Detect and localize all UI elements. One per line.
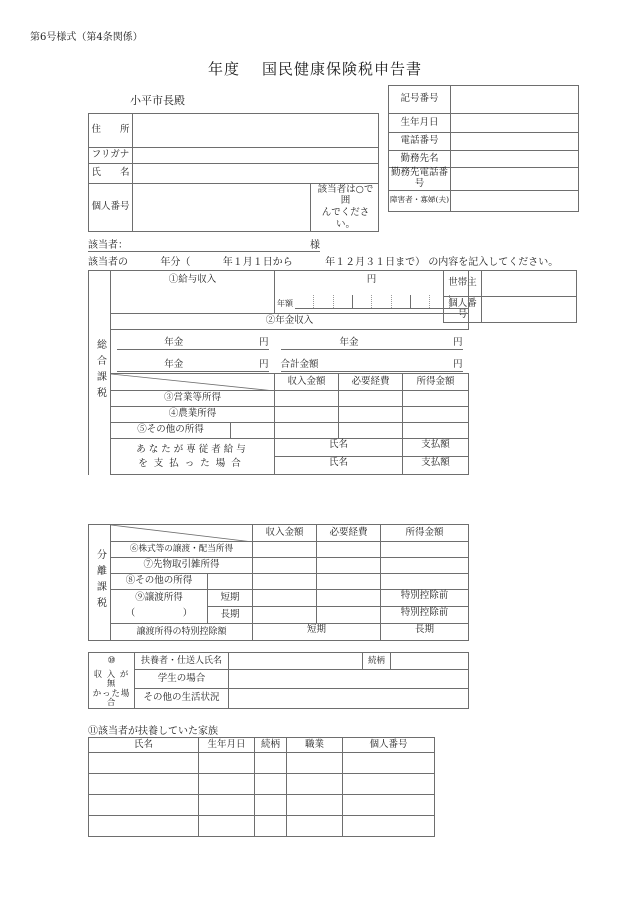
bunri-other-expense-amount[interactable] [317,574,381,590]
senjusha-amount-1[interactable]: 支払額 [403,439,469,457]
pension-total-yen: 円 [452,358,463,370]
business-profit-amount[interactable] [403,391,469,407]
employer-value[interactable] [451,151,579,168]
mynumber-value[interactable] [133,183,311,232]
special-deduction-long[interactable]: 長期 [381,624,469,641]
employer-phone-label: 勤務先電話番号 [389,168,451,191]
bunri-col-expense: 必要経費 [317,525,381,542]
pension-total-label: 合計金額 [280,358,319,370]
target-person-honorific: 様 [298,236,320,252]
registration-info-table [388,85,579,212]
family-cell-birthdate[interactable] [199,816,255,837]
bunri-other-income-kind[interactable] [208,574,253,590]
family-cell-birthdate[interactable] [199,753,255,774]
salary-income-value[interactable] [111,291,275,314]
family-cell-mynumber[interactable] [343,774,435,795]
period-suffix: の内容を記入してください。 [428,257,559,268]
stock-income-amount[interactable] [253,542,317,558]
supporter-name-label: 扶養者・仕送人氏名 [135,653,229,670]
family-col-occupation: 職業 [287,738,343,753]
phone-value[interactable] [451,133,579,151]
senjusha-line2: を支払った場合 [138,457,247,469]
family-cell-name[interactable] [89,795,199,816]
title-year: 年度 [207,60,240,78]
name-label: 氏 名 [89,163,133,183]
transfer-long-label: 長期 [208,607,253,624]
sogo-diagonal-cell [111,374,275,391]
target-person-line [88,236,320,252]
separate-tax-table [88,524,469,641]
family-cell-relation[interactable] [255,816,287,837]
furigana-value[interactable] [133,147,379,163]
family-col-birthdate: 生年月日 [199,738,255,753]
business-expense-amount[interactable] [339,391,403,407]
transfer-short-label: 短期 [208,590,253,607]
sogo-col-profit: 所得金額 [403,374,469,391]
family-col-name: 氏名 [89,738,199,753]
form-number: 第6号様式（第4条関係） [30,32,143,43]
senjusha-name-1[interactable]: 氏名 [275,439,403,457]
stock-profit-amount[interactable] [381,542,469,558]
header-spacer [89,85,379,113]
other-income-amount[interactable] [275,423,339,439]
sogo-col-expense: 必要経費 [339,374,403,391]
family-cell-occupation[interactable] [287,816,343,837]
bunri-other-income-label: ⑧その他の所得 [111,574,208,590]
family-table-title: ⑪該当者が扶養していた家族 [88,726,218,737]
no-income-note-2: かった場合 [89,689,135,709]
name-value[interactable] [133,163,379,183]
business-income-label: ③営業等所得 [111,391,275,407]
applicant-header-table [88,85,379,232]
supporter-name-value[interactable] [229,653,363,670]
agriculture-income-amount[interactable] [275,407,339,423]
transfer-short-income[interactable] [253,590,317,607]
transfer-long-profit[interactable]: 特別控除前 [381,607,469,624]
disability-widow-value[interactable] [451,190,579,211]
comprehensive-tax-table [88,270,469,475]
agriculture-expense-amount[interactable] [339,407,403,423]
bunri-vertical-label: 分離課税 [89,525,111,641]
family-cell-relation[interactable] [255,774,287,795]
pension-row1-left[interactable] [111,330,275,352]
family-cell-occupation[interactable] [287,753,343,774]
student-case-label: 学生の場合 [135,670,229,689]
period-prefix: 該当者の [88,257,128,268]
other-income-label: ⑤その他の所得 [111,423,231,439]
kigou-value[interactable] [451,86,579,114]
householder-mynumber-label: 個人番号 [444,297,482,323]
bunri-other-income-amount[interactable] [253,574,317,590]
period-instruction-line [88,253,558,268]
householder-mynumber-value[interactable] [482,297,577,323]
phone-label: 電話番号 [389,133,451,151]
transfer-long-expense[interactable] [317,607,381,624]
other-income-kind[interactable] [231,423,275,439]
bunri-col-income: 収入金額 [253,525,317,542]
family-cell-mynumber[interactable] [343,795,435,816]
supporter-relation-value[interactable] [391,653,469,670]
disability-widow-label: 障害者・寡婦(夫) [389,190,451,211]
family-col-relation: 続柄 [255,738,287,753]
transfer-short-expense[interactable] [317,590,381,607]
transfer-short-profit[interactable]: 特別控除前 [381,590,469,607]
futures-expense-amount[interactable] [317,558,381,574]
pension-row2-left[interactable] [111,352,275,374]
family-cell-name[interactable] [89,753,199,774]
diagonal-line-icon [111,374,275,391]
no-income-note-1: 収 入 が 無 [89,670,135,689]
employer-label: 勤務先名 [389,151,451,168]
special-deduction-short[interactable]: 短期 [253,624,381,641]
period-from: 年１月１日から [222,257,293,268]
dependent-family-table [88,737,435,837]
agriculture-income-label: ④農業所得 [111,407,275,423]
family-cell-mynumber[interactable] [343,816,435,837]
sogo-vertical-label: 総合課税 [89,271,111,475]
pension-income-label: ②年金収入 [111,314,469,330]
circle-instruction: 該当者は○で囲 んでください。 [311,183,379,232]
householder-value[interactable] [482,271,577,297]
family-cell-birthdate[interactable] [199,774,255,795]
family-cell-relation[interactable] [255,795,287,816]
pension-label-2: 年金 [339,337,359,349]
futures-income-label: ⑦先物取引雑所得 [111,558,253,574]
family-col-mynumber: 個人番号 [343,738,435,753]
family-cell-relation[interactable] [255,753,287,774]
transfer-long-income[interactable] [253,607,317,624]
item10-number: ⑩ [89,653,135,670]
pension-label-1: 年金 [164,337,184,349]
sogo-col-income: 収入金額 [275,374,339,391]
employer-phone-value[interactable] [451,168,579,191]
salary-income-yen: 円 [275,271,469,291]
family-cell-occupation[interactable] [287,774,343,795]
furigana-label: フリガナ [89,147,133,163]
family-cell-birthdate[interactable] [199,795,255,816]
no-income-table [88,652,469,709]
mynumber-label: 個人番号 [89,183,133,232]
futures-profit-amount[interactable] [381,558,469,574]
pension-label-3: 年金 [164,358,184,370]
stock-expense-amount[interactable] [317,542,381,558]
agriculture-profit-amount[interactable] [403,407,469,423]
period-to: 年１２月３１日まで） [325,257,426,268]
senjusha-line1: あなたが専従者給与 [136,443,249,455]
title-main: 国民健康保険税申告書 [262,60,423,78]
pension-row1-right[interactable] [275,330,469,352]
business-income-amount[interactable] [275,391,339,407]
salary-income-label: ①給与収入 [111,271,275,291]
family-cell-name[interactable] [89,774,199,795]
address-value[interactable] [133,113,379,147]
family-cell-mynumber[interactable] [343,753,435,774]
bunri-diagonal-cell [111,525,253,542]
annual-amount-label: 年額 [277,298,293,308]
senjusha-name-2[interactable]: 氏名 [275,457,403,475]
stock-income-label: ⑥株式等の譲渡・配当所得 [111,542,253,558]
pension-yen-2: 円 [452,337,463,349]
diagonal-line-icon [111,525,253,542]
page-title [0,58,630,79]
kigou-label: 記号番号 [389,86,451,114]
birthdate-label: 生年月日 [389,114,451,133]
householder-label: 世帯主 [444,271,482,297]
special-deduction-label: 譲渡所得の特別控除額 [111,624,253,641]
senjusha-label [111,439,275,475]
other-living-label: その他の生活状況 [135,689,229,709]
student-case-value[interactable] [229,670,469,689]
family-cell-occupation[interactable] [287,795,343,816]
bunri-col-profit: 所得金額 [381,525,469,542]
other-profit-amount[interactable] [403,423,469,439]
supporter-relation-label: 続柄 [363,653,391,670]
transfer-income-paren[interactable]: （ ） [111,607,208,624]
target-person-label: 該当者： [88,236,298,252]
futures-income-amount[interactable] [253,558,317,574]
amount-digit-grid[interactable] [295,295,468,309]
other-living-value[interactable] [229,689,469,709]
other-expense-amount[interactable] [339,423,403,439]
pension-yen-3: 円 [258,358,269,370]
address-label: 住 所 [89,113,133,147]
pension-yen-1: 円 [258,337,269,349]
mayor-addressee: 小平市長殿 [130,94,185,107]
family-cell-name[interactable] [89,816,199,837]
transfer-income-label: ⑨譲渡所得 [111,590,208,607]
pension-total[interactable] [275,352,469,374]
birthdate-value[interactable] [451,114,579,133]
salary-annual-grid[interactable] [275,291,469,314]
bunri-other-profit-amount[interactable] [381,574,469,590]
period-year: 年分（ [160,257,191,268]
senjusha-amount-2[interactable]: 支払額 [403,457,469,475]
